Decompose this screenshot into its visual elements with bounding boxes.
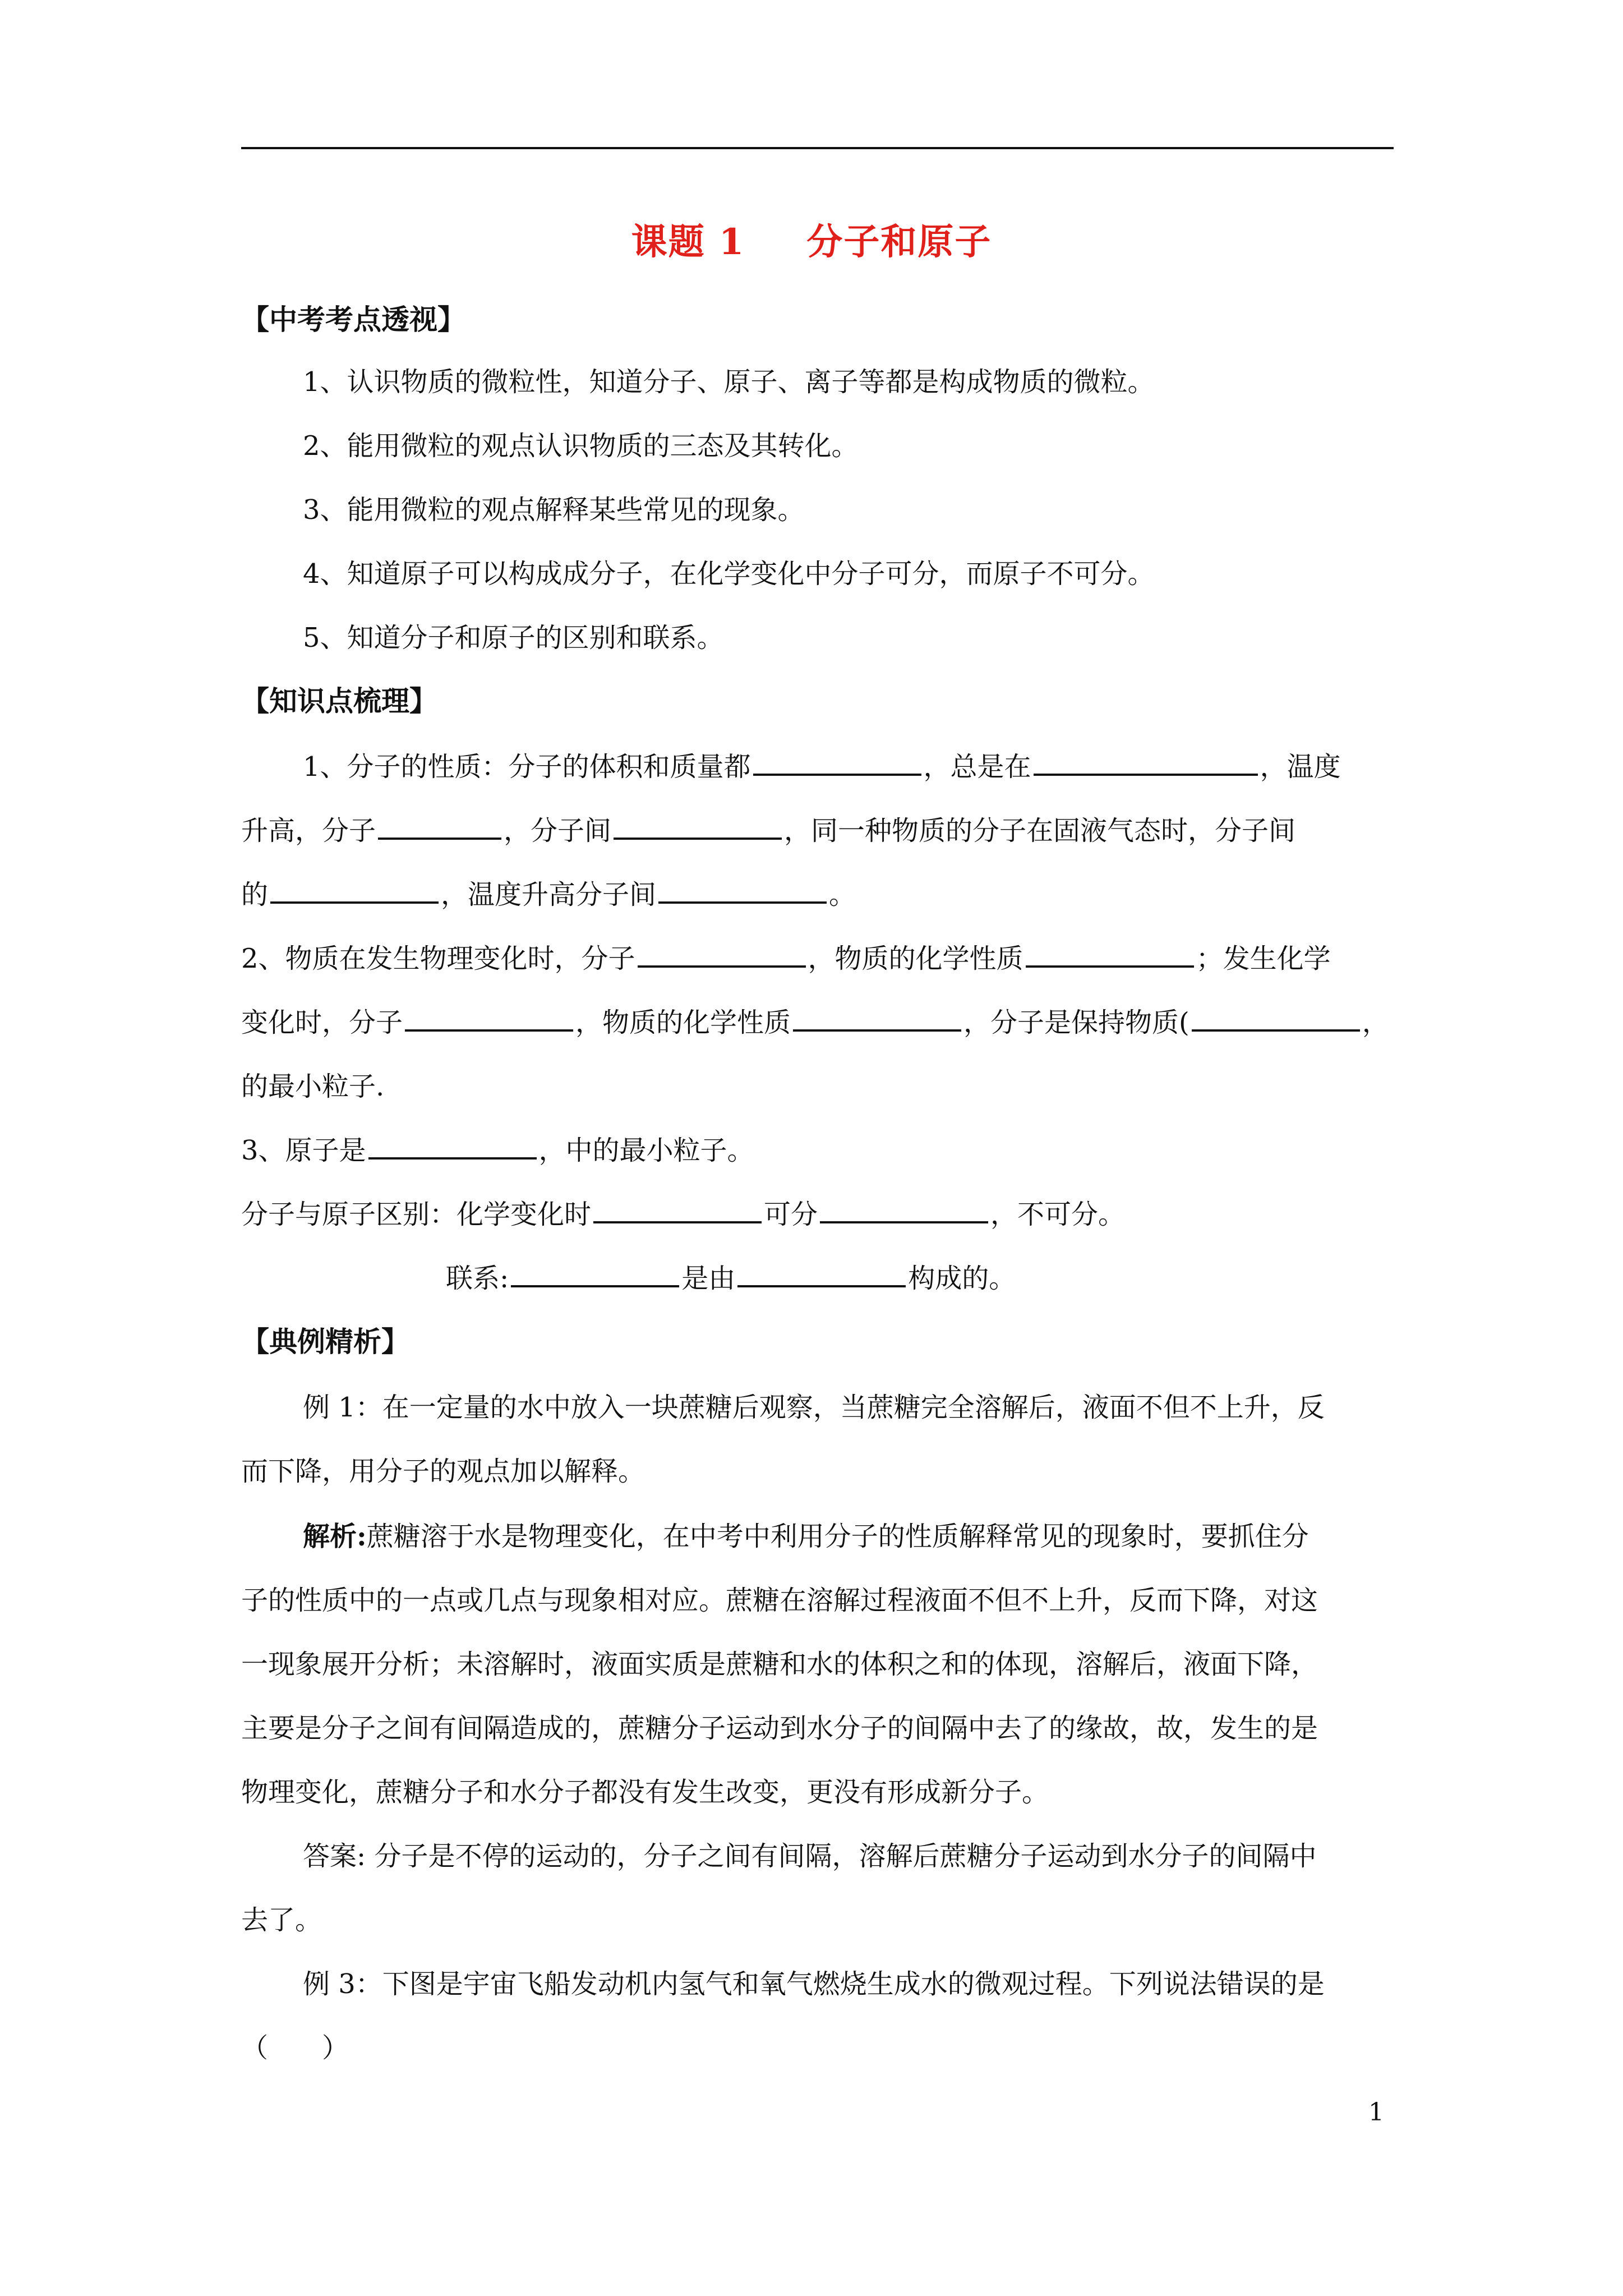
fill-blank[interactable] bbox=[753, 746, 921, 776]
exam-point-5: 5、知道分子和原子的区别和联系。 bbox=[303, 622, 724, 654]
fill-blank[interactable] bbox=[820, 1193, 988, 1223]
knowledge-p3-line2: 分子与原子区别：化学变化时 可分 ，不可分。 bbox=[241, 1193, 1125, 1231]
analysis-line2: 子的性质中的一点或几点与现象相对应。蔗糖在溶解过程液面不但不上升，反而下降，对这 bbox=[241, 1585, 1318, 1616]
analysis-line4: 主要是分子之间有间隔造成的，蔗糖分子运动到水分子的间隔中去了的缘故，故，发生的是 bbox=[241, 1713, 1318, 1744]
fill-blank[interactable] bbox=[378, 809, 501, 840]
lesson-number: 课题 1 bbox=[631, 221, 745, 263]
knowledge-p2-line3: 的最小粒子. bbox=[241, 1071, 385, 1102]
answer-label: 答案: bbox=[303, 1841, 366, 1872]
knowledge-p3-line3: 联系: 是由 构成的。 bbox=[446, 1257, 1016, 1295]
analysis-line5: 物理变化，蔗糖分子和水分子都没有发生改变，更没有形成新分子。 bbox=[241, 1777, 1049, 1808]
example3-line2: （ ） bbox=[241, 2032, 349, 2064]
fill-blank[interactable] bbox=[658, 873, 827, 904]
example1-line1: 例 1：在一定量的水中放入一块蔗糖后观察，当蔗糖完全溶解后，液面不但不上升，反 bbox=[303, 1392, 1325, 1423]
knowledge-p1-line1: 1、分子的性质：分子的体积和质量都 ，总是在 ，温度 bbox=[303, 745, 1341, 784]
section-heading-knowledge: 【知识点梳理】 bbox=[241, 684, 437, 717]
exam-point-3: 3、能用微粒的观点解释某些常见的现象。 bbox=[303, 494, 805, 526]
example3-line1: 例 3：下图是宇宙飞船发动机内氢气和氧气燃烧生成水的微观过程。下列说法错误的是 bbox=[303, 1968, 1325, 2000]
fill-blank[interactable] bbox=[737, 1257, 906, 1287]
exam-point-4: 4、知道原子可以构成成分子，在化学变化中分子可分，而原子不可分。 bbox=[303, 558, 1155, 590]
fill-blank[interactable] bbox=[270, 873, 439, 904]
lesson-topic: 分子和原子 bbox=[806, 221, 992, 263]
section-heading-exam-points: 【中考考点透视】 bbox=[241, 303, 465, 336]
fill-blank[interactable] bbox=[593, 1193, 762, 1223]
fill-blank[interactable] bbox=[1192, 1001, 1360, 1032]
fill-blank[interactable] bbox=[793, 1001, 961, 1032]
fill-blank[interactable] bbox=[1026, 937, 1194, 968]
page-number: 1 bbox=[1368, 2098, 1384, 2127]
answer-line1: 答案: 分子是不停的运动的，分子之间有间隔，溶解后蔗糖分子运动到水分子的间隔中 bbox=[303, 1841, 1317, 1872]
analysis-line1: 解析:蔗糖溶于水是物理变化，在中考中利用分子的性质解释常见的现象时，要抓住分 bbox=[303, 1521, 1309, 1552]
fill-blank[interactable] bbox=[405, 1001, 573, 1032]
analysis-label: 解析: bbox=[303, 1521, 367, 1552]
section-heading-examples: 【典例精析】 bbox=[241, 1325, 409, 1358]
knowledge-p2-line2: 变化时，分子 ，物质的化学性质 ，分子是保持物质( ， bbox=[241, 1001, 1389, 1039]
analysis-line3: 一现象展开分析；未溶解时，液面实质是蔗糖和水的体积之和的体现，溶解后，液面下降， bbox=[241, 1649, 1318, 1680]
answer-line2: 去了。 bbox=[241, 1904, 322, 1936]
fill-blank[interactable] bbox=[368, 1129, 537, 1159]
header-rule bbox=[241, 147, 1394, 149]
knowledge-p1-line2: 升高，分子 ，分子间 ，同一种物质的分子在固液气态时，分子间 bbox=[241, 809, 1295, 848]
fill-blank[interactable] bbox=[511, 1257, 679, 1287]
knowledge-p3-line1: 3、原子是 ，中的最小粒子。 bbox=[241, 1129, 754, 1167]
knowledge-p1-line3: 的 ，温度升高分子间 。 bbox=[241, 873, 856, 912]
exam-point-1: 1、认识物质的微粒性，知道分子、原子、离子等都是构成物质的微粒。 bbox=[303, 366, 1155, 398]
page-title bbox=[0, 213, 1623, 265]
fill-blank[interactable] bbox=[614, 809, 782, 840]
fill-blank[interactable] bbox=[638, 937, 806, 968]
knowledge-p2-line1: 2、物质在发生物理变化时，分子 ，物质的化学性质 ；发生化学 bbox=[241, 937, 1331, 976]
fill-blank[interactable] bbox=[1034, 746, 1258, 776]
example1-line2: 而下降，用分子的观点加以解释。 bbox=[241, 1456, 645, 1487]
exam-point-2: 2、能用微粒的观点认识物质的三态及其转化。 bbox=[303, 430, 859, 462]
